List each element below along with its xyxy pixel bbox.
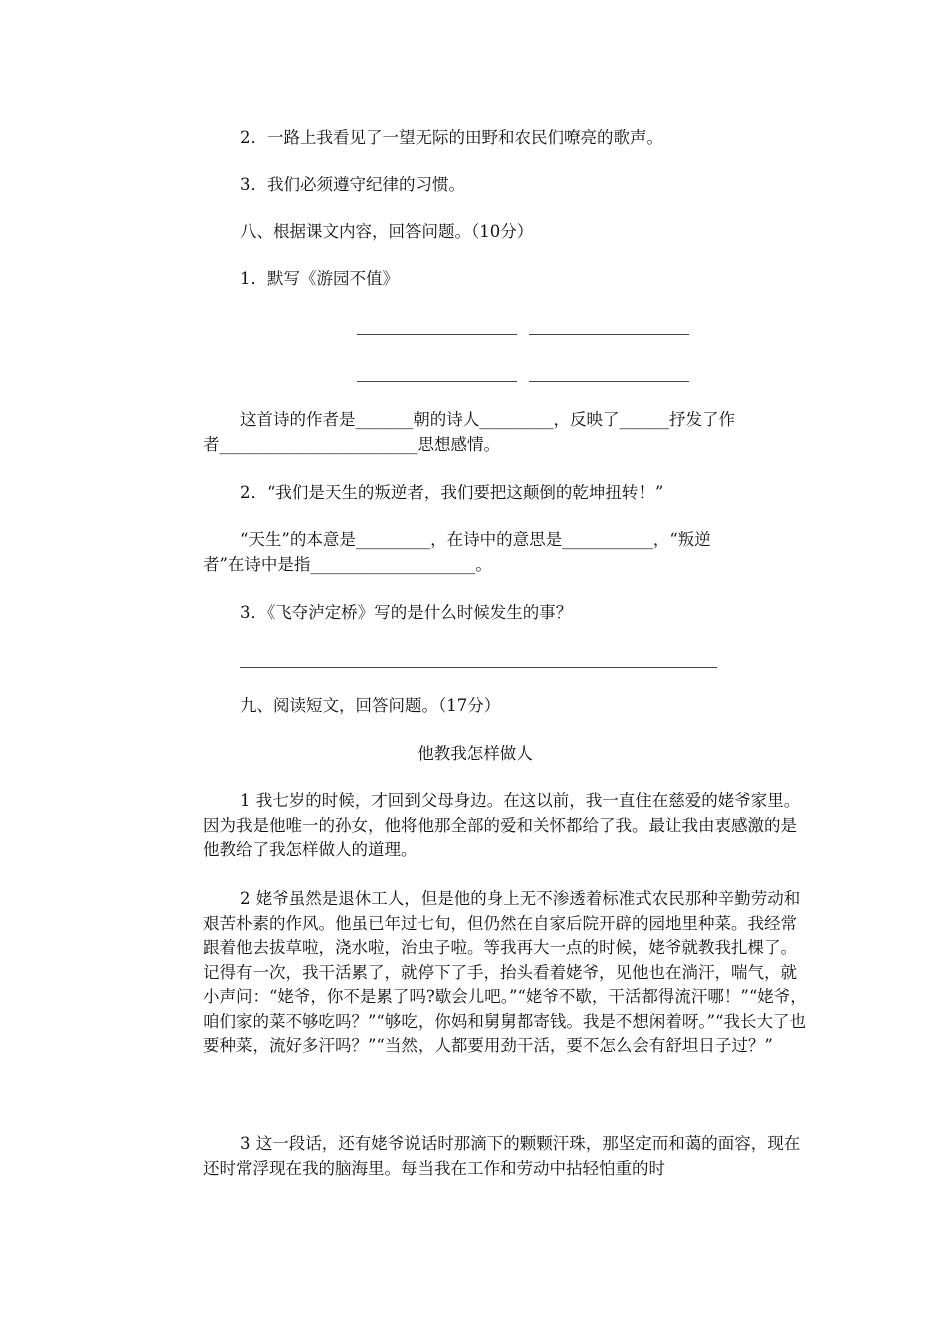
poem-blank-line-2a	[357, 381, 517, 382]
q7-item-3: 3．我们必须遵守纪律的习惯。	[240, 175, 465, 194]
q8-item-3-answer-line	[240, 667, 717, 668]
q8-item-2-fill-line-1: “天生”的本意是_________，在诗中的意思是___________，“叛逆	[240, 530, 711, 549]
passage-paragraph-2: 2 姥爷虽然是退休工人，但是他的身上无不渗透着标准式农民那种辛勤劳动和艰苦朴素的作风。他虽已年过七旬，但仍然在自家后院开辟的园地里种菜。我经常跟着他去拔草啦，浇水啦，治虫子啦。等我再大一点的时候，姥爷就教我扎棵了。记得有一次，我干活累了，就停下了手，抬头看着姥爷，见他也在淌汗，喘气，就小声问：“姥爷，你不是累了吗?歇会儿吧。”“姥爷不歇，干活都得流汗哪！”“姥爷，咱们家的菜不够吃吗？”“够吃，你妈和舅舅都寄钱。我是不想闲着呀。”“我长大了也要种菜，流好多汗吗？”“当然，人都要用劲干活，要不怎么会有舒坦日子过？”	[203, 889, 807, 1055]
q8-heading: 八、根据课文内容，回答问题。（10分）	[240, 222, 534, 241]
passage-paragraph-1: 1 我七岁的时候，才回到父母身边。在这以前，我一直住在慈爱的姥爷家里。因为我是他唯一的孙女，他将他那全部的爱和关怀都给了我。最让我由衷感激的是他教给了我怎样做人的道理。	[203, 791, 801, 859]
q8-item-1: 1．默写《游园不值》	[240, 269, 399, 288]
passage-paragraph-3: 3 这一段话，还有姥爷说话时那滴下的颗颗汗珠，那坚定而和蔼的面容，现在还时常浮现在我的脑海里。每当我在工作和劳动中拈轻怕重的时	[203, 1134, 801, 1178]
q9-heading: 九、阅读短文，回答问题。（17分）	[240, 696, 501, 715]
q8-item-3: 3．《飞夺泸定桥》写的是什么时候发生的事？	[240, 603, 573, 622]
poem-blank-line-1b	[529, 334, 689, 335]
q8-item-2: 2．“我们是天生的叛逆者，我们要把这颠倒的乾坤扭转！”	[240, 483, 664, 502]
poem-blank-line-1a	[357, 334, 517, 335]
q7-item-2: 2．一路上我看见了一望无际的田野和农民们嘹亮的歌声。	[240, 128, 663, 147]
passage-title: 他教我怎样做人	[417, 744, 533, 763]
q8-item-1-fill-line-1: 这首诗的作者是_______朝的诗人_________，反映了______抒发了作	[240, 410, 735, 429]
q8-item-2-fill-line-2: 者”在诗中是指____________________。	[203, 555, 492, 574]
poem-blank-line-2b	[529, 381, 689, 382]
q8-item-1-fill-line-2: 者________________________思想感情。	[203, 435, 500, 454]
